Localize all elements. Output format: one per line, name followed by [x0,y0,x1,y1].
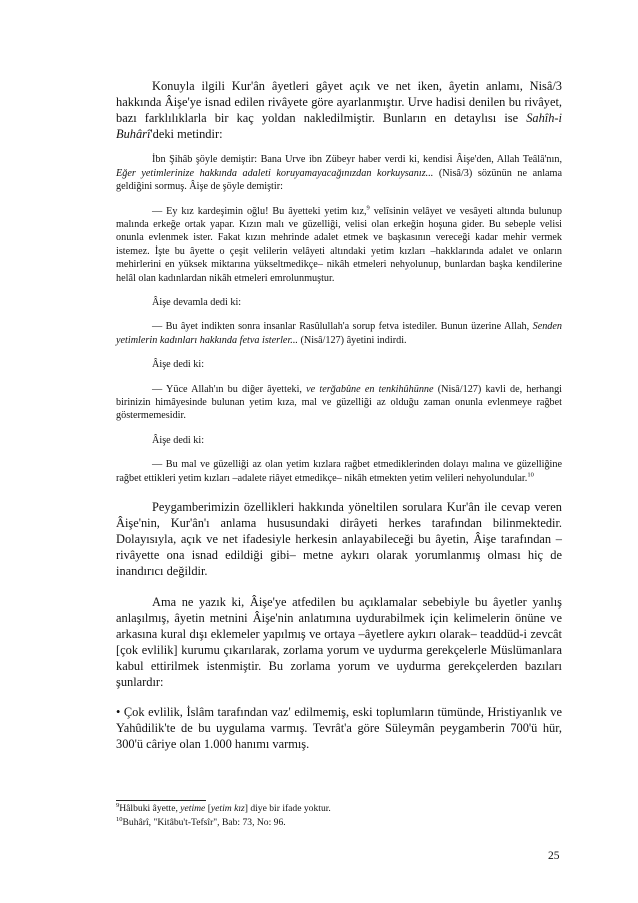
quote-verse: Eğer yetimlerinize hakkında adaleti koruyamayacağınızdan korkuysanız... [116,167,434,179]
paragraph-aise-knowledge: Peygamberimizin özellikleri hakkında yöneltilen sorulara Kur'ân ile cevap veren Âişe'nin, Kur'ân'ı anlama hususundaki dirâyeti herkes tarafından bilinmektedir. Dolayısıyla, açık ve net ifadesiyle herkesin anlayabileceği bu âyetin, Âişe tarafından – rivâyette ona isnad edildiği gibi– metne aykırı olarak yorumlanmış olması hiç de inandırıcı değildir. [116,500,562,579]
quote-aise-continued [116,296,562,309]
footnote-text: Buhârî, "Kitâbu't-Tefsîr", Bab: 73, No: 96. [122,816,286,828]
quote-text: — Bu mal ve güzelliği az olan yetim kızlara rağbet etmediklerinden dolayı malına ve güzelliğine rağbet ettikleri yetim kızları –adalete riâyet etmedikçe– nikâh etmekten yetim velileri nehyolundular. [116,459,562,484]
paragraph-intro [116,78,562,142]
book-title: Sahîh-i Buhârî [116,111,562,142]
footnote-9 [116,802,562,816]
quote-aise-answer [116,205,562,285]
footnote-ref-10: 10 [527,471,534,479]
footnote-text: [ [205,803,211,814]
bullet-text: Çok evlilik, İslâm tarafından vaz' edilmemiş, eski toplumların tümünde, Hristiyanlık ve Yahûdilik'te de bu uygulama varmış. Tevrât'a göre Süleymân peygamberin 700'ü hür, 300'ü câriye olan 1.000 hanımı varmış. [116,705,563,752]
page-number: 25 [548,850,560,862]
quote-other-verse [116,383,562,423]
footnotes [116,802,562,829]
footnote-text: ] diye bir ifade yoktur. [244,803,331,814]
footnote-ref-9: 9 [366,204,370,212]
quote-text: Âişe dedi ki: [152,359,205,371]
quote-text: — Yüce Allah'ın bu diğer âyetteki, [152,383,302,395]
quote-text: — Bu âyet indikten sonra insanlar Rasûlullah'a sorup fetva istediler. Bunun üzerine Allah, [152,321,530,333]
quote-text: — Ey kız kardeşimin oğlu! Bu âyetteki yetim kız, [152,205,367,217]
quote-verse: ve terğabûne en tenkihûhünne [306,383,434,395]
footnote-divider [116,800,206,801]
quote-text: (Nisâ/3) sözünün ne anlama geldiğini sormuş. Âişe de şöyle demiştir: [116,167,562,193]
paragraph-intro-end: 'deki metindir: [150,127,223,142]
quote-ibn-sihab [116,153,562,193]
quote-fetva [116,320,562,347]
footnote-10 [116,816,562,830]
quote-text: Âişe devamla dedi ki: [152,297,242,309]
quote-aise-said-2 [116,434,562,447]
quote-text: (Nisâ/127) âyetini indirdi. [297,334,407,346]
footnote-number: 10 [116,815,123,823]
footnote-number: 9 [116,801,120,809]
footnote-italic: yetim kız [210,803,245,814]
quote-final [116,458,562,485]
body-text [116,78,562,752]
quote-text: İbn Şihâb şöyle demiştir: Bana Urve ibn Zübeyr haber verdi ki, kendisi Âişe'den, Allah Teâlâ'nın, [152,154,562,166]
footnote-text: Hâlbuki âyette, [119,803,181,814]
footnote-italic: yetime [180,803,206,814]
bullet-item [116,704,562,752]
bullet-mark: • [116,705,121,720]
quote-text: (Nisâ/127) kavli de, herhangi birinizin himâyesinde bulunan yetim kıza, mal ve güzelliği az olduğu zaman onunla evlenmeye rağbet göstermemesidir. [116,383,562,422]
quote-aise-said [116,358,562,371]
quote-text: velîsinin velâyet ve vesâyeti altında bulunup malında erkeğe ortak yapar. Kızın malı ve güzelliği, velisi olan erkeğin hoşuna gider. Bu sebeple velisi onunla evlenmek ister. Fakat kızın mehrinde adalet etmek ve başkasının vereceği kadar mehir vermek istemez. İşte bu âyette o çeşit velilerin velâyeti altındaki yetim kızları –hakklarında adalet ve onların mehirlerini en yüksek miktarına yükseltmedikçe– nikâh etmeleri nehyolunup, bunlardan başka kendilerine helâl olan kadınlardan nikâh etmeleri emrolunmuştur. [116,205,562,284]
quote-verse: Senden yetimlerin kadınları hakkında fetva isterler... [116,321,563,346]
paragraph-intro-text: Konuyla ilgili Kur'ân âyetleri gâyet açık ve net iken, âyetin anlamı, Nisâ/3 hakkında Âişe'ye isnad edilen rivâyete göre ayarlanmıştır. Urve hadisi denilen bu rivâyet, bazı farklılıklarla bir kaç yoldan nakledilmiştir. Bunların en detaylısı ise [116,79,562,126]
quote-text: Âişe dedi ki: [152,434,205,446]
paragraph-misinterpretation: Ama ne yazık ki, Âişe'ye atfedilen bu açıklamalar sebebiyle bu âyetler yanlış anlaşılmış, âyetin metnini Âişe'nin anlatımına uydurabilmek için kelimelerin önüne ve arkasına kural dışı eklemeler yapılmış ve ortaya –âyetlere aykırı olarak– teaddüd-i zevcât [çok evlilik] kurumu çıkarılarak, zorlama yorum ve uydurma gerekçelerle Müslümanlara kabul ettirilmek istenmiştir. Bu zorlama yorum ve uydurma gerekçelerden bazıları şunlardır: [116,594,562,690]
